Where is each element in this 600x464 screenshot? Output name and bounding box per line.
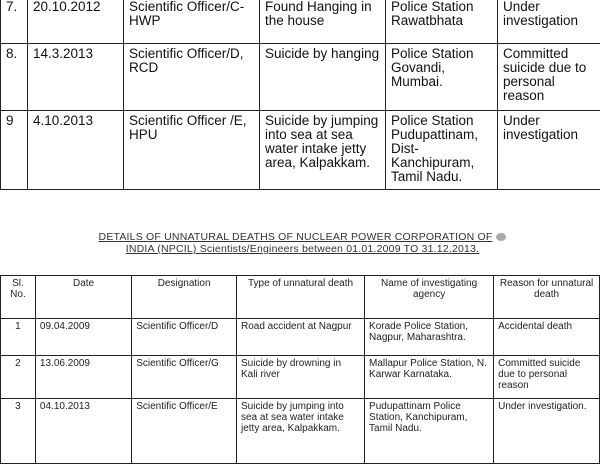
table-row — [1, 111, 600, 190]
reason-cell: Committed suicide due to personal reason — [494, 356, 600, 399]
serial-number-cell: 8. — [1, 44, 28, 111]
death-type-cell: Road accident at Nagpur — [236, 319, 364, 356]
serial-number-cell: 7. — [1, 0, 28, 44]
reason-cell: Accidental death — [494, 319, 600, 356]
npcil-deaths-table — [0, 275, 600, 464]
death-type-cell: Suicide by jumping into sea at sea water intake jetty area, Kalpakkam. — [236, 399, 364, 464]
designation-cell: Scientific Officer/C-HWP — [124, 0, 260, 44]
death-type-cell: Suicide by hanging — [260, 44, 386, 111]
death-type-cell: Found Hanging in the house — [260, 0, 386, 44]
scan-smudge-mark — [496, 233, 506, 241]
header-death-type: Type of unnatural death — [236, 276, 364, 319]
table-row — [1, 44, 600, 111]
death-type-cell: Suicide by jumping into sea at sea water intake jetty area, Kalpakkam. — [260, 111, 386, 190]
date-cell: 13.06.2009 — [35, 356, 131, 399]
reason-cell: Committed suicide due to personal reason — [498, 44, 600, 111]
reason-cell: Under investigation — [498, 111, 600, 190]
table-row — [1, 399, 600, 464]
agency-cell: Police Station Pudupattinam, Dist-Kanchipuram, Tamil Nadu. — [386, 111, 498, 190]
date-cell: 04.10.2013 — [35, 399, 131, 464]
section-heading — [10, 231, 595, 255]
designation-cell: Scientific Officer/D, RCD — [124, 44, 260, 111]
agency-cell: Pudupattinam Police Station, Kanchipuram, Tamil Nadu. — [365, 399, 494, 464]
header-agency: Name of investigating agency — [365, 276, 494, 319]
table-row — [1, 0, 600, 44]
date-cell: 09.04.2009 — [35, 319, 131, 356]
header-serial-number: Sl. No. — [1, 276, 36, 319]
death-type-cell: Suicide by drowning in Kali river — [236, 356, 364, 399]
date-cell: 20.10.2012 — [28, 0, 124, 44]
designation-cell: Scientific Officer/D — [132, 319, 237, 356]
header-date: Date — [35, 276, 131, 319]
table-row — [1, 356, 600, 399]
agency-cell: Korade Police Station, Nagpur, Maharashtra. — [365, 319, 494, 356]
date-cell: 14.3.2013 — [28, 44, 124, 111]
date-cell: 4.10.2013 — [28, 111, 124, 190]
heading-line-2: INDIA (NPCIL) Scientists/Engineers between 01.01.2009 TO 31.12.2013. — [10, 243, 595, 255]
serial-number-cell: 1 — [1, 319, 36, 356]
heading-line-1: DETAILS OF UNNATURAL DEATHS OF NUCLEAR POWER CORPORATION OF — [10, 231, 595, 243]
designation-cell: Scientific Officer/G — [132, 356, 237, 399]
agency-cell: Police Station Rawatbhata — [386, 0, 498, 44]
agency-cell: Mallapur Police Station, N. Karwar Karnataka. — [365, 356, 494, 399]
reason-cell: Under investigation — [498, 0, 600, 44]
agency-cell: Police Station Govandi, Mumbai. — [386, 44, 498, 111]
designation-cell: Scientific Officer /E, HPU — [124, 111, 260, 190]
reason-cell: Under investigation. — [494, 399, 600, 464]
serial-number-cell: 2 — [1, 356, 36, 399]
header-designation: Designation — [132, 276, 237, 319]
serial-number-cell: 3 — [1, 399, 36, 464]
table-header-row — [1, 276, 600, 319]
serial-number-cell: 9 — [1, 111, 28, 190]
table-row — [1, 319, 600, 356]
designation-cell: Scientific Officer/E — [132, 399, 237, 464]
header-reason: Reason for unnatural death — [494, 276, 600, 319]
top-deaths-table — [0, 0, 600, 190]
